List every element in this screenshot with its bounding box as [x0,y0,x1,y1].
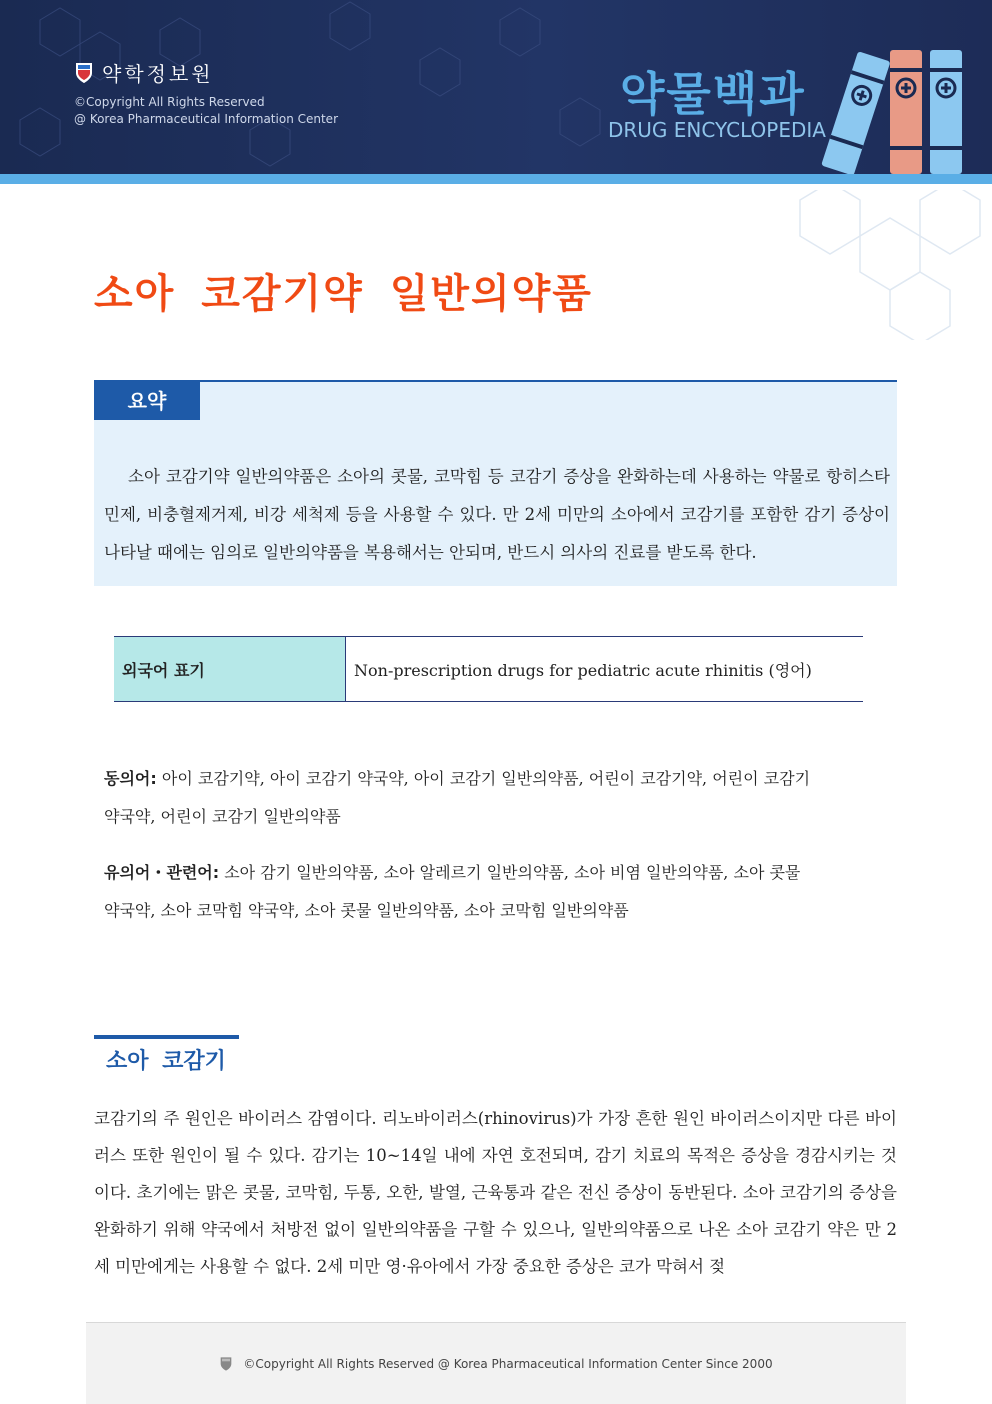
books-icon [818,40,968,174]
synonyms-line1 [104,760,864,798]
footer-copyright: ©Copyright All Rights Reserved @ Korea Pharmaceutical Information Center Since 2000 [243,1356,773,1371]
related-line1 [104,854,864,892]
header-accent-stripe [0,174,992,184]
synonyms-line2: 약국약, 어린이 코감기 일반의약품 [104,807,341,826]
foreign-name-table [114,636,863,702]
related-label: 유의어・관련어: [104,863,220,882]
related-line2: 약국약, 소아 코막힘 약국약, 소아 콧물 일반의약품, 소아 코막힘 일반의약품 [104,901,629,920]
summary-text: 소아 코감기약 일반의약품은 소아의 콧물, 코막힘 등 코감기 증상을 완화하는데 사용하는 약물로 항히스타민제, 비충혈제거제, 비강 세척제 등을 사용할 수 있다. 만 2세 미만의 소아에서 코감기를 포함한 감기 증상이 나타날 때에는 임의로 일반의약품을 복용해서는 안되며, 반드시 의사의 진료를 받도록 한다. [104,467,890,562]
footer-shield-icon [219,1356,233,1372]
related-text: 소아 감기 일반의약품, 소아 알레르기 일반의약품, 소아 비염 일반의약품, 소아 콧물 [219,863,801,882]
document-title: 소아 코감기약 일반의약품 [94,271,593,317]
page-footer [86,1322,906,1404]
brand-title-english: DRUG ENCYCLOPEDIA [608,118,826,142]
header-copyright-line2: @ Korea Pharmaceutical Information Center [74,112,338,126]
hexagon-decoration [640,190,992,340]
foreign-name-value: Non-prescription drugs for pediatric acute rhinitis (영어) [354,660,812,680]
synonyms-label: 동의어: [104,769,157,788]
org-name: 약학정보원 [102,62,214,86]
section-heading: 소아 코감기 [106,1049,226,1074]
synonyms-text: 아이 코감기약, 아이 코감기 약국약, 아이 코감기 일반의약품, 어린이 코감기약, 어린이 코감기 [156,769,811,788]
section-body-text: 코감기의 주 원인은 바이러스 감염이다. 리노바이러스(rhinovirus)가 가장 흔한 원인 바이러스이지만 다른 바이러스 또한 원인이 될 수 있다. 감기는 10~14일 내에 자연 호전되며, 감기 치료의 목적은 증상을 경감시키는 것이다. 초기에는 맑은 콧물, 코막힘, 두통, 오한, 발열, 근육통과 같은 전신 증상이 동반된다. 소아 코감기의 증상을 완화하기 위해 약국에서 처방전 없이 일반의약품을 구할 수 있으나, 일반의약품으로 나온 소아 코감기 약은 만 2세 미만에게는 사용할 수 없다. 2세 미만 영·유아에서 가장 중요한 증상은 코가 막혀서 젖 [94,1109,897,1276]
shield-logo-icon [74,61,94,85]
section-accent-bar [94,1035,239,1039]
page-header [0,0,992,174]
summary-tab-label: 요약 [94,382,200,420]
foreign-name-label: 외국어 표기 [114,637,346,701]
summary-box [94,380,897,586]
brand-title-korean: 약물백과 [620,67,806,121]
org-logo [74,58,214,87]
header-copyright-line1: ©Copyright All Rights Reserved [74,95,265,109]
